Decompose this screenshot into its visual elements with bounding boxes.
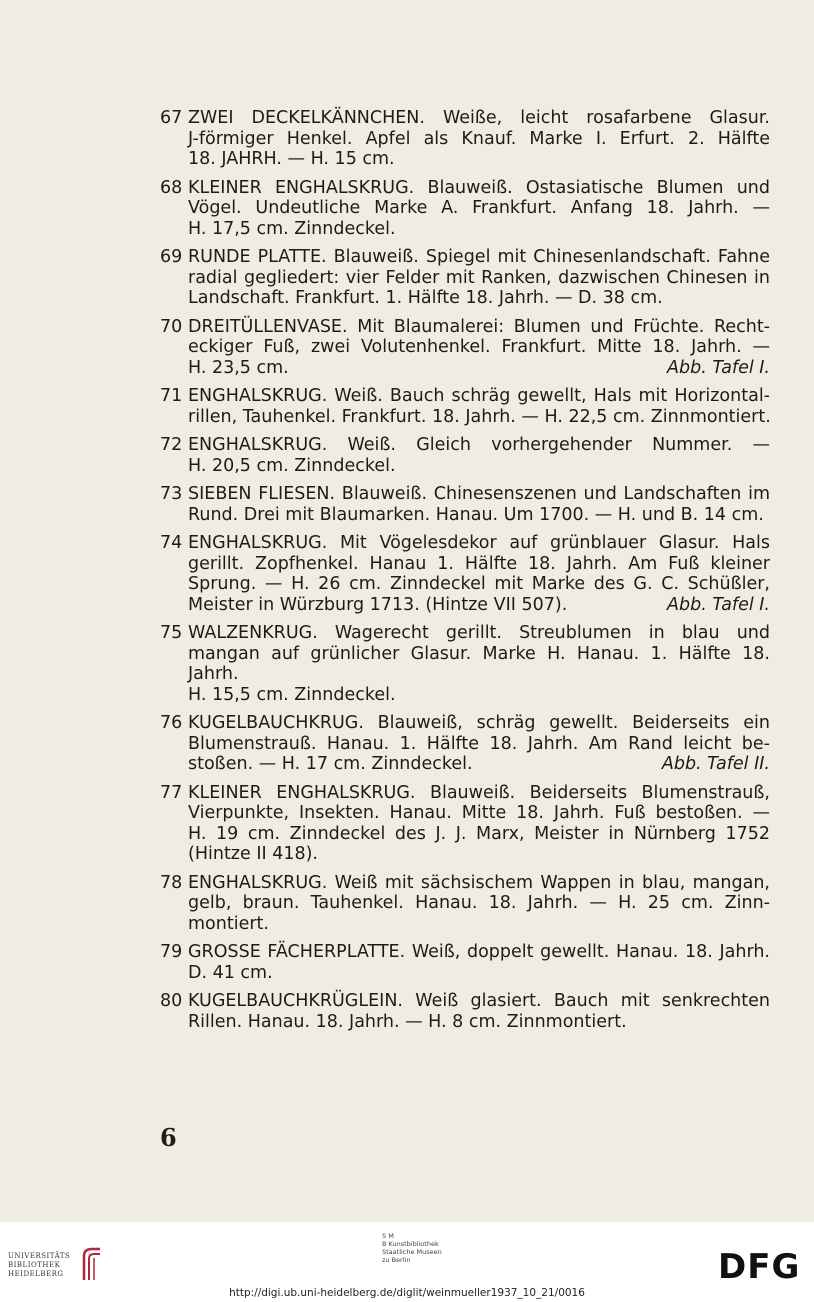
entry-number: 78 [160, 872, 183, 893]
catalog-entry [160, 108, 770, 170]
plate-reference: Abb. Tafel I. [667, 357, 770, 378]
entry-line: ENGHALSKRUG. Weiß. Bauch schräg gewellt, Hals mit Horizontal- [188, 386, 770, 406]
entry-line: KUGELBAUCHKRUG. Blauweiß, schräg gewellt. Beiderseits ein [188, 713, 770, 733]
catalog-entry [160, 713, 770, 775]
entry-line: (Hintze II 418). [188, 844, 318, 864]
entry-number: 71 [160, 386, 183, 406]
entry-line: WALZENKRUG. Wagerecht gerillt. Streublumen in blau und [188, 623, 770, 643]
entry-line: D. 41 cm. [188, 962, 273, 983]
entry-line: stoßen. — H. 17 cm. Zinndeckel. [188, 754, 473, 774]
entry-line: ENGHALSKRUG. Mit Vögelesdekor auf grünblauer Glasur. Hals [188, 533, 770, 553]
entry-last-line [188, 358, 770, 379]
entry-line: Landschaft. Frankfurt. 1. Hälfte 18. Jahrh. — D. 38 cm. [188, 288, 663, 308]
entry-line: KUGELBAUCHKRÜGLEIN. Weiß glasiert. Bauch mit senkrechten [188, 991, 770, 1011]
entry-line: montiert. [188, 913, 269, 934]
catalog-entry [160, 533, 770, 615]
entry-number: 79 [160, 942, 183, 962]
entry-line: H. 15,5 cm. Zinndeckel. [188, 684, 396, 705]
entry-line: Vierpunkte, Insekten. Hanau. Mitte 18. Jahrh. Fuß bestoßen. — [188, 803, 770, 823]
catalog-entry [160, 178, 770, 240]
entry-line: SIEBEN FLIESEN. Blauweiß. Chinesenszenen und Landschaften im [188, 484, 770, 504]
entry-line: Rillen. Hanau. 18. Jahrh. — H. 8 cm. Zinnmontiert. [188, 1011, 627, 1032]
entry-line: Rund. Drei mit Blaumarken. Hanau. Um 1700. — H. und B. 14 cm. [188, 504, 764, 525]
entry-line: eckiger Fuß, zwei Volutenhenkel. Frankfurt. Mitte 18. Jahrh. — [188, 337, 770, 357]
museum-stamp: S M B Kunstbibliothek Staatliche Museen zu Berlin [382, 1232, 442, 1264]
catalog-entry [160, 623, 770, 705]
entry-line: ZWEI DECKELKÄNNCHEN. Weiße, leicht rosafarbene Glasur. [188, 108, 770, 128]
entry-line: 18. JAHRH. — H. 15 cm. [188, 149, 395, 169]
catalog-entry [160, 247, 770, 309]
entry-line: H. 17,5 cm. Zinndeckel. [188, 218, 396, 239]
entry-line: H. 23,5 cm. [188, 357, 289, 378]
entry-line: Blumenstrauß. Hanau. 1. Hälfte 18. Jahrh. Am Rand leicht be- [188, 733, 770, 754]
footer-bar [0, 1222, 814, 1302]
university-library-logo[interactable] [8, 1242, 108, 1286]
entry-line: RUNDE PLATTE. Blauweiß. Spiegel mit Chinesenlandschaft. Fahne [188, 247, 770, 267]
entry-line: KLEINER ENGHALSKRUG. Blauweiß. Beiderseits Blumenstrauß, [188, 782, 770, 803]
catalog-entry [160, 783, 770, 865]
entry-line: ENGHALSKRUG. Weiß. Gleich vorhergehender Nummer. — [188, 435, 770, 455]
entry-last-line [188, 754, 770, 775]
plate-reference: Abb. Tafel I. [667, 594, 770, 615]
page-number: 6 [160, 1123, 177, 1152]
catalog-entry [160, 873, 770, 935]
entry-number: 76 [160, 713, 183, 733]
entry-line: J-förmiger Henkel. Apfel als Knauf. Marke I. Erfurt. 2. Hälfte [188, 128, 770, 149]
entry-number: 68 [160, 177, 183, 198]
catalog-entry [160, 942, 770, 983]
plate-reference: Abb. Tafel II. [661, 754, 770, 774]
entry-number: 77 [160, 782, 183, 803]
entry-line: ENGHALSKRUG. Weiß mit sächsischem Wappen in blau, mangan, [188, 872, 770, 893]
catalog-entry [160, 991, 770, 1032]
catalog-entry [160, 484, 770, 525]
entry-line: gerillt. Zopfhenkel. Hanau 1. Hälfte 18. Jahrh. Am Fuß kleiner [188, 553, 770, 574]
catalog-entry [160, 386, 770, 427]
entry-last-line [188, 595, 770, 616]
library-name: UNIVERSITÄTS BIBLIOTHEK HEIDELBERG [8, 1252, 71, 1278]
entry-number: 70 [160, 316, 183, 337]
entry-line: H. 20,5 cm. Zinndeckel. [188, 455, 396, 476]
entry-line: DREITÜLLENVASE. Mit Blaumalerei: Blumen und Früchte. Recht- [188, 316, 770, 337]
entry-line: H. 19 cm. Zinndeckel des J. J. Marx, Meister in Nürnberg 1752 [188, 823, 770, 844]
entry-number: 73 [160, 484, 183, 504]
catalog-entries [160, 108, 770, 1040]
entry-line: rillen, Tauhenkel. Frankfurt. 18. Jahrh. — H. 22,5 cm. Zinnmontiert. [188, 406, 771, 427]
entry-line: radial gegliedert: vier Felder mit Ranken, dazwischen Chinesen in [188, 267, 770, 288]
entry-number: 72 [160, 435, 183, 455]
catalog-entry [160, 317, 770, 379]
entry-line: GROSSE FÄCHERPLATTE. Weiß, doppelt gewellt. Hanau. 18. Jahrh. [188, 942, 770, 962]
entry-number: 75 [160, 623, 183, 643]
library-emblem-icon [80, 1246, 104, 1282]
entry-number: 69 [160, 247, 183, 267]
entry-number: 80 [160, 991, 183, 1011]
entry-line: Meister in Würzburg 1713. (Hintze VII 507). [188, 594, 568, 615]
entry-line: gelb, braun. Tauhenkel. Hanau. 18. Jahrh. — H. 25 cm. Zinn- [188, 893, 770, 913]
entry-line: KLEINER ENGHALSKRUG. Blauweiß. Ostasiatische Blumen und [188, 177, 770, 198]
permalink-url[interactable]: http://digi.ub.uni-heidelberg.de/diglit/weinmueller1937_10_21/0016 [229, 1287, 585, 1299]
catalog-entry [160, 435, 770, 476]
entry-number: 74 [160, 533, 183, 553]
entry-number: 67 [160, 108, 183, 128]
entry-line: Vögel. Undeutliche Marke A. Frankfurt. Anfang 18. Jahrh. — [188, 198, 770, 218]
dfg-logo[interactable]: DFG [718, 1247, 801, 1287]
entry-line: mangan auf grünlicher Glasur. Marke H. Hanau. 1. Hälfte 18. Jahrh. [188, 643, 770, 684]
entry-line: Sprung. — H. 26 cm. Zinndeckel mit Marke des G. C. Schüßler, [188, 574, 770, 594]
